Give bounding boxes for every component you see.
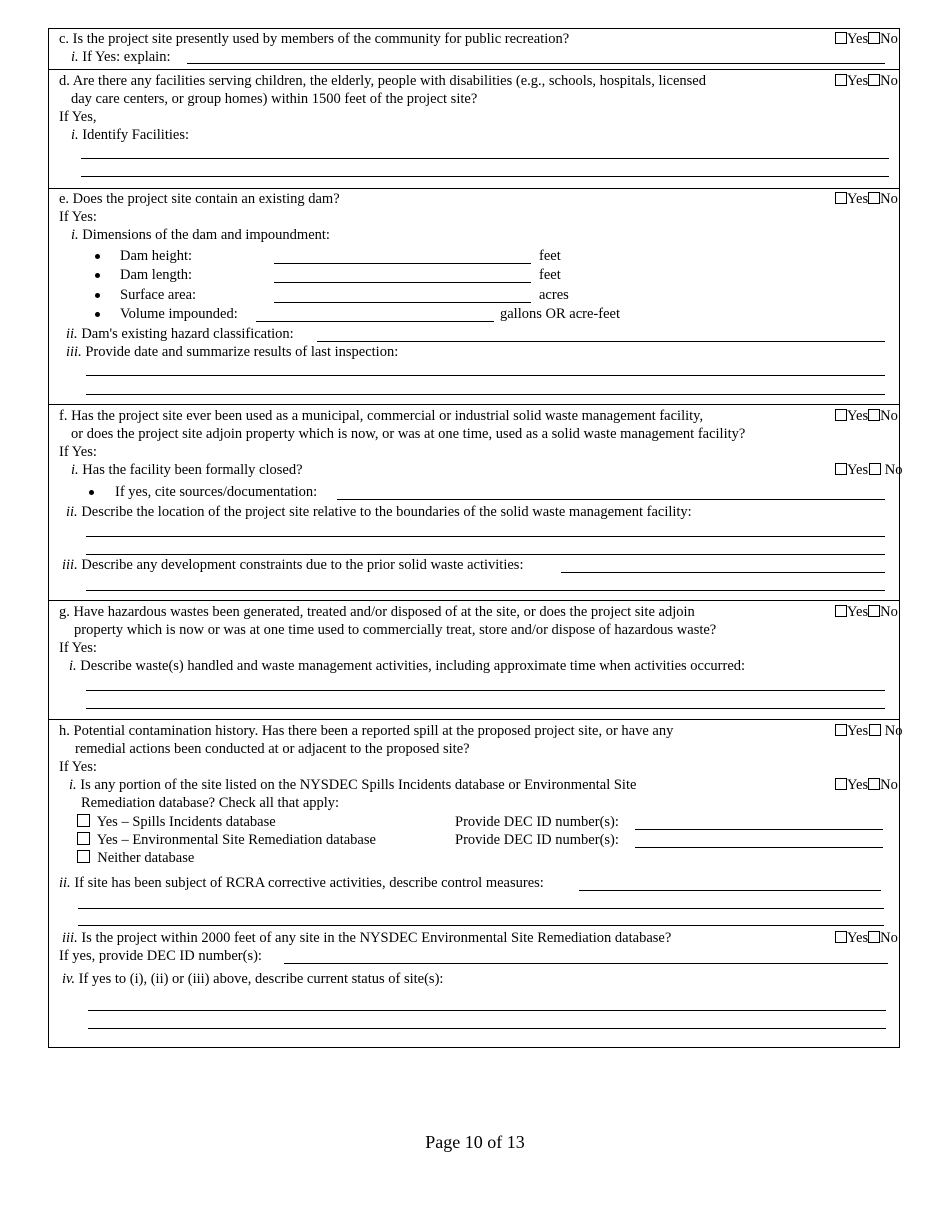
dam-length-label: Dam length: <box>120 267 193 283</box>
spills-checkbox[interactable] <box>77 814 90 827</box>
yes-checkbox[interactable] <box>835 931 847 943</box>
yes-no-g[interactable]: Yes No <box>835 604 898 621</box>
no-checkbox[interactable] <box>869 463 881 475</box>
section-h <box>48 719 903 1048</box>
spills-dec-line[interactable] <box>635 829 883 830</box>
e-dimensions-label: i. Dimensions of the dam and impoundment: <box>71 227 330 243</box>
f-constraints-label: iii. Describe any development constraints due to the prior solid waste activities: <box>62 557 524 573</box>
yes-no-f-closed[interactable]: Yes No <box>835 462 902 479</box>
f-cite-label: If yes, cite sources/documentation: <box>115 484 318 500</box>
d-line-2[interactable] <box>81 176 889 177</box>
section-g <box>48 600 900 720</box>
surface-area-unit: acres <box>539 287 569 303</box>
option-neither[interactable]: Neither database <box>77 850 194 867</box>
e-hazard-label: ii. Dam's existing hazard classification: <box>66 326 294 342</box>
option-spills[interactable]: Yes – Spills Incidents database <box>77 814 276 831</box>
section-c <box>48 28 900 70</box>
d-if-yes: If Yes, <box>59 109 97 125</box>
yes-no-e[interactable]: Yes No <box>835 191 898 208</box>
volume-label: Volume impounded: <box>120 306 238 322</box>
neither-checkbox[interactable] <box>77 850 90 863</box>
no-checkbox[interactable] <box>868 32 880 44</box>
f-constraints-line-2[interactable] <box>86 590 885 591</box>
volume-line[interactable] <box>256 321 494 322</box>
e-inspection-line-2[interactable] <box>86 394 885 395</box>
f-location-line-2[interactable] <box>86 554 885 555</box>
section-d <box>48 69 900 189</box>
yes-checkbox[interactable] <box>835 32 847 44</box>
h-within-2000-label: iii. Is the project within 2000 feet of any site in the NYSDEC Environmental Site Remediation database? <box>62 930 672 946</box>
env-remediation-checkbox[interactable] <box>77 832 90 845</box>
h-rcra-label: ii. If site has been subject of RCRA corrective activities, describe control measures: <box>59 875 544 891</box>
yes-checkbox[interactable] <box>835 74 847 86</box>
option-env-remediation[interactable]: Yes – Environmental Site Remediation database <box>77 832 376 849</box>
h-listed-label: i. Is any portion of the site listed on the NYSDEC Spills Incidents database or Environmental Site <box>69 777 637 793</box>
yes-checkbox[interactable] <box>835 778 847 790</box>
d-identify-label: i. Identify Facilities: <box>71 127 189 143</box>
h-dec-if-yes-label: If yes, provide DEC ID number(s): <box>59 948 262 964</box>
yes-no-h[interactable]: Yes No <box>835 723 902 740</box>
env-dec-line[interactable] <box>635 847 883 848</box>
question-h-line1: h. Potential contamination history. Has there been a reported spill at the proposed project site, or have any <box>59 723 674 739</box>
g-describe-line-1[interactable] <box>86 690 885 691</box>
bullet <box>95 254 100 259</box>
f-location-label: ii. Describe the location of the project site relative to the boundaries of the solid waste management facility: <box>66 504 692 520</box>
yes-no-h-within[interactable]: Yes No <box>835 930 898 947</box>
no-checkbox[interactable] <box>868 931 880 943</box>
volume-unit: gallons OR acre-feet <box>500 306 620 322</box>
bullet <box>89 490 94 495</box>
spills-dec-label: Provide DEC ID number(s): <box>455 814 619 830</box>
surface-area-label: Surface area: <box>120 287 197 303</box>
yes-checkbox[interactable] <box>835 463 847 475</box>
question-e: e. Does the project site contain an existing dam? <box>59 191 340 207</box>
question-f-line1: f. Has the project site ever been used as a municipal, commercial or industrial solid waste management facility, <box>59 408 704 424</box>
c-explain-label: i. If Yes: explain: <box>71 49 171 65</box>
question-g-line1: g. Have hazardous wastes been generated, treated and/or disposed of at the site, or does the project site adjoin <box>59 604 695 620</box>
e-hazard-line[interactable] <box>317 341 885 342</box>
h-if-yes: If Yes: <box>59 759 97 775</box>
d-line-1[interactable] <box>81 158 889 159</box>
question-c: c. Is the project site presently used by members of the community for public recreation? <box>59 31 570 47</box>
env-dec-label: Provide DEC ID number(s): <box>455 832 619 848</box>
yes-checkbox[interactable] <box>835 605 847 617</box>
yes-no-d[interactable]: Yes No <box>835 73 898 90</box>
g-describe-line-2[interactable] <box>86 708 885 709</box>
dam-length-line[interactable] <box>274 282 531 283</box>
yes-checkbox[interactable] <box>835 192 847 204</box>
h-rcra-line-3[interactable] <box>78 925 884 926</box>
question-f-line2: or does the project site adjoin property which is now, or was at one time, used as a solid waste management facility? <box>71 426 746 442</box>
yes-no-h-listed[interactable]: Yes No <box>835 777 898 794</box>
c-explain-line[interactable] <box>187 63 885 64</box>
h-status-label: iv. If yes to (i), (ii) or (iii) above, describe current status of site(s): <box>62 971 444 987</box>
surface-area-line[interactable] <box>274 302 531 303</box>
no-checkbox[interactable] <box>868 605 880 617</box>
no-checkbox[interactable] <box>868 192 880 204</box>
dam-height-line[interactable] <box>274 263 531 264</box>
yes-checkbox[interactable] <box>835 409 847 421</box>
dam-height-unit: feet <box>539 248 561 264</box>
f-constraints-line-1[interactable] <box>561 572 885 573</box>
dam-length-unit: feet <box>539 267 561 283</box>
f-location-line-1[interactable] <box>86 536 885 537</box>
question-g-line2: property which is now or was at one time used to commercially treat, store and/or dispose of hazardous waste? <box>74 622 717 638</box>
g-describe-label: i. Describe waste(s) handled and waste management activities, including approximate time when activities occurred: <box>69 658 746 674</box>
bullet <box>95 293 100 298</box>
no-checkbox[interactable] <box>868 778 880 790</box>
yes-checkbox[interactable] <box>835 724 847 736</box>
e-inspection-line-1[interactable] <box>86 375 885 376</box>
h-rcra-line-2[interactable] <box>78 908 884 909</box>
e-inspection-label: iii. Provide date and summarize results of last inspection: <box>66 344 399 360</box>
bullet <box>95 273 100 278</box>
question-h-line2: remedial actions been conducted at or adjacent to the proposed site? <box>75 741 470 757</box>
g-if-yes: If Yes: <box>59 640 97 656</box>
question-d-line1: d. Are there any facilities serving children, the elderly, people with disabilities (e.g., schools, hospitals, licensed <box>59 73 706 89</box>
h-listed-label-2: Remediation database? Check all that apply: <box>81 795 340 811</box>
section-e <box>48 188 900 405</box>
question-d-line2: day care centers, or group homes) within 1500 feet of the project site? <box>71 91 478 107</box>
dam-height-label: Dam height: <box>120 248 193 264</box>
section-f <box>48 404 903 601</box>
yes-no-c[interactable]: Yes No <box>835 31 898 48</box>
no-checkbox[interactable] <box>868 74 880 86</box>
yes-no-f[interactable]: Yes No <box>835 408 898 425</box>
e-if-yes: If Yes: <box>59 209 97 225</box>
page-number: Page 10 of 13 <box>425 1132 525 1152</box>
no-checkbox[interactable] <box>869 724 881 736</box>
f-closed-label: i. Has the facility been formally closed? <box>71 462 303 478</box>
f-cite-line[interactable] <box>337 499 885 500</box>
h-dec-if-yes-line[interactable] <box>284 963 888 964</box>
h-rcra-line-1[interactable] <box>579 890 881 891</box>
f-if-yes: If Yes: <box>59 444 97 460</box>
h-status-line-1[interactable] <box>88 1010 886 1011</box>
no-checkbox[interactable] <box>868 409 880 421</box>
h-status-line-2[interactable] <box>88 1028 886 1029</box>
bullet <box>95 312 100 317</box>
